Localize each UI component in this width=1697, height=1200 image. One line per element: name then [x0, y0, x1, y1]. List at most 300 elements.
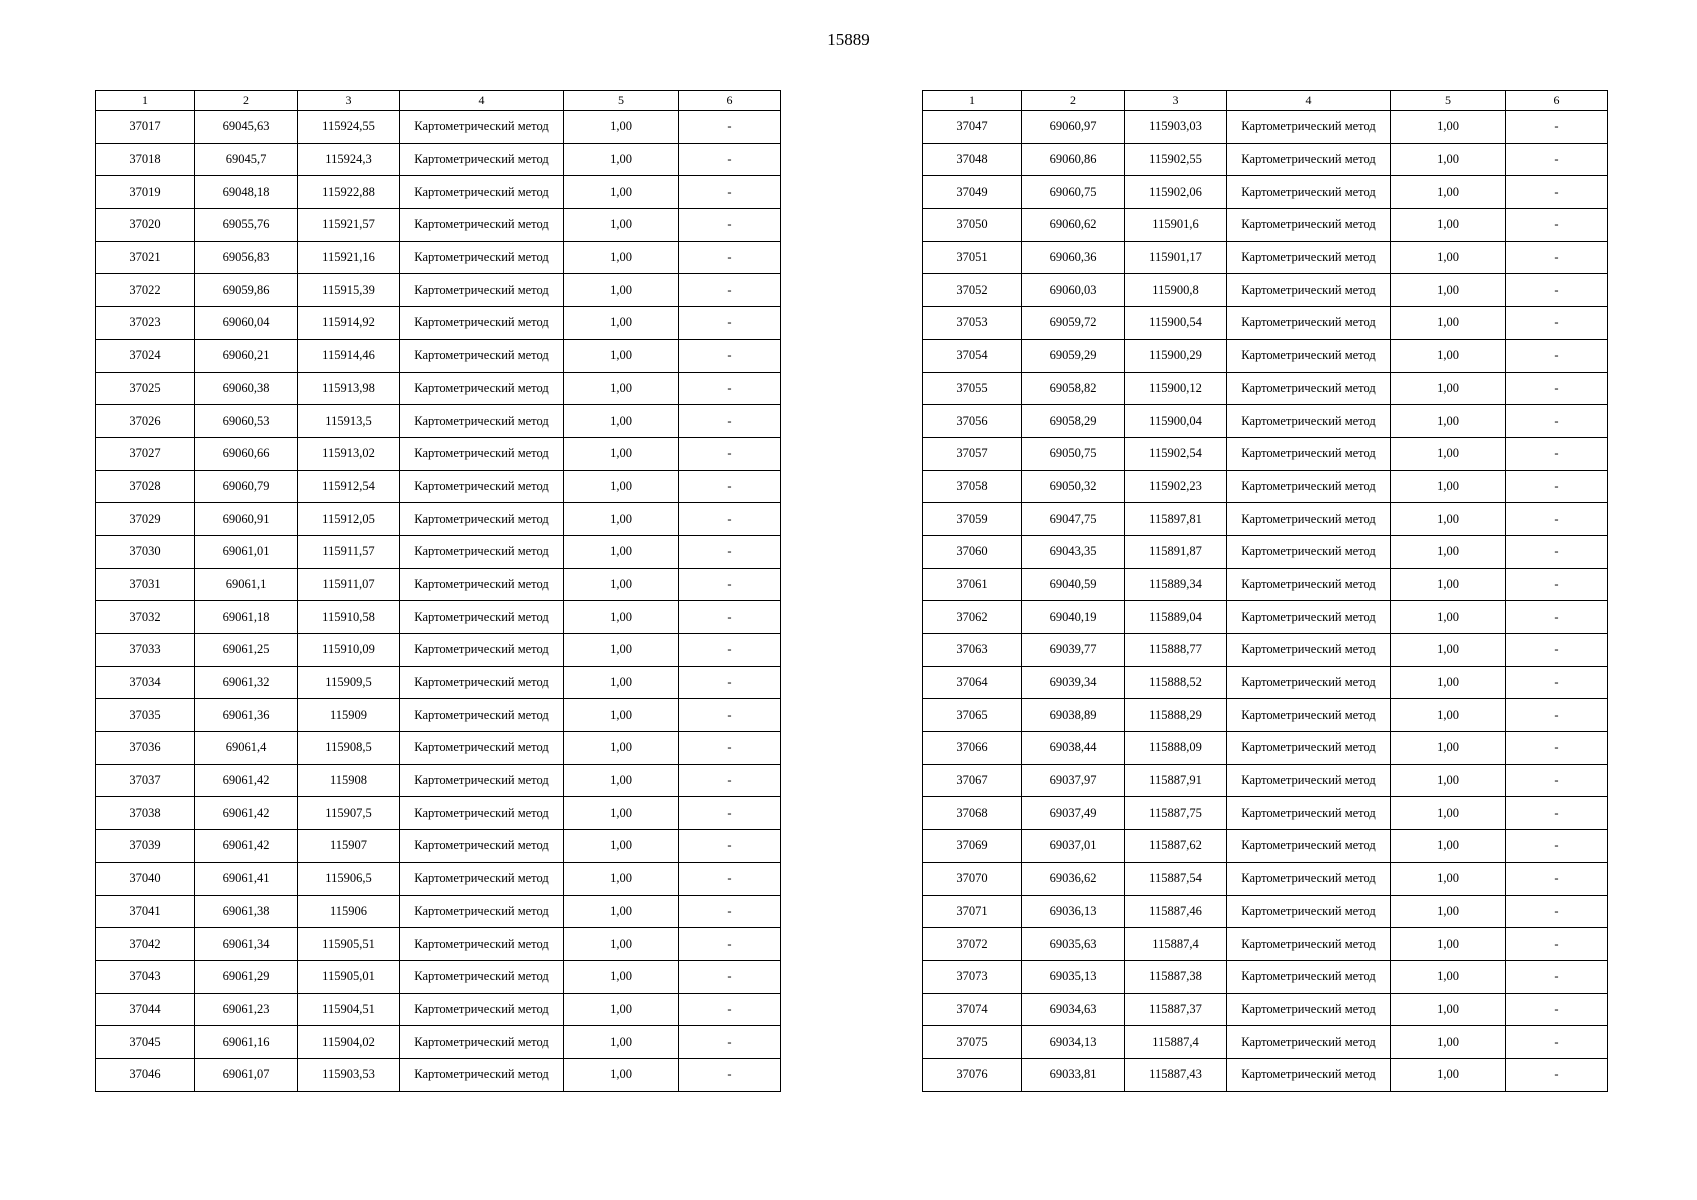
x-coordinate-cell: 69035,63 — [1022, 928, 1125, 961]
x-coordinate-cell: 69055,76 — [195, 209, 298, 242]
accuracy-cell: 1,00 — [1391, 470, 1506, 503]
description-cell: - — [679, 960, 781, 993]
accuracy-cell: 1,00 — [1391, 339, 1506, 372]
accuracy-cell: 1,00 — [564, 503, 679, 536]
x-coordinate-cell: 69060,79 — [195, 470, 298, 503]
method-cell: Картометрический метод — [1227, 830, 1391, 863]
method-cell: Картометрический метод — [1227, 797, 1391, 830]
table-row — [96, 764, 781, 797]
description-cell: - — [1506, 307, 1608, 340]
table-row — [96, 601, 781, 634]
point-number-cell: 37046 — [96, 1058, 195, 1091]
y-coordinate-cell: 115908 — [298, 764, 400, 797]
method-cell: Картометрический метод — [400, 699, 564, 732]
description-cell: - — [1506, 830, 1608, 863]
method-cell: Картометрический метод — [400, 960, 564, 993]
accuracy-cell: 1,00 — [1391, 1026, 1506, 1059]
x-coordinate-cell: 69060,03 — [1022, 274, 1125, 307]
method-cell: Картометрический метод — [400, 634, 564, 667]
description-cell: - — [1506, 503, 1608, 536]
x-coordinate-cell: 69060,66 — [195, 437, 298, 470]
accuracy-cell: 1,00 — [1391, 111, 1506, 144]
description-cell: - — [679, 764, 781, 797]
description-cell: - — [1506, 666, 1608, 699]
method-cell: Картометрический метод — [1227, 862, 1391, 895]
point-number-cell: 37043 — [96, 960, 195, 993]
table-row — [923, 372, 1608, 405]
table-row — [96, 699, 781, 732]
method-cell: Картометрический метод — [400, 111, 564, 144]
point-number-cell: 37028 — [96, 470, 195, 503]
x-coordinate-cell: 69061,36 — [195, 699, 298, 732]
method-cell: Картометрический метод — [1227, 732, 1391, 765]
y-coordinate-cell: 115911,57 — [298, 535, 400, 568]
description-cell: - — [1506, 470, 1608, 503]
x-coordinate-cell: 69061,25 — [195, 634, 298, 667]
method-cell: Картометрический метод — [400, 274, 564, 307]
method-cell: Картометрический метод — [1227, 111, 1391, 144]
description-cell: - — [679, 797, 781, 830]
point-number-cell: 37065 — [923, 699, 1022, 732]
description-cell: - — [679, 535, 781, 568]
x-coordinate-cell: 69060,36 — [1022, 241, 1125, 274]
x-coordinate-cell: 69061,1 — [195, 568, 298, 601]
y-coordinate-cell: 115887,43 — [1125, 1058, 1227, 1091]
description-cell: - — [1506, 993, 1608, 1026]
description-cell: - — [1506, 241, 1608, 274]
point-number-cell: 37056 — [923, 405, 1022, 438]
accuracy-cell: 1,00 — [1391, 503, 1506, 536]
point-number-cell: 37061 — [923, 568, 1022, 601]
description-cell: - — [679, 111, 781, 144]
method-cell: Картометрический метод — [1227, 699, 1391, 732]
point-number-cell: 37058 — [923, 470, 1022, 503]
x-coordinate-cell: 69059,72 — [1022, 307, 1125, 340]
description-cell: - — [679, 732, 781, 765]
x-coordinate-cell: 69060,53 — [195, 405, 298, 438]
point-number-cell: 37039 — [96, 830, 195, 863]
point-number-cell: 37044 — [96, 993, 195, 1026]
header-cell: 3 — [1125, 91, 1227, 111]
x-coordinate-cell: 69061,4 — [195, 732, 298, 765]
description-cell: - — [1506, 1026, 1608, 1059]
x-coordinate-cell: 69061,42 — [195, 797, 298, 830]
point-number-cell: 37068 — [923, 797, 1022, 830]
description-cell: - — [1506, 895, 1608, 928]
x-coordinate-cell: 69040,19 — [1022, 601, 1125, 634]
y-coordinate-cell: 115902,55 — [1125, 143, 1227, 176]
table-row — [923, 797, 1608, 830]
accuracy-cell: 1,00 — [564, 764, 679, 797]
description-cell: - — [679, 241, 781, 274]
x-coordinate-cell: 69061,38 — [195, 895, 298, 928]
point-number-cell: 37023 — [96, 307, 195, 340]
y-coordinate-cell: 115901,17 — [1125, 241, 1227, 274]
method-cell: Картометрический метод — [400, 143, 564, 176]
description-cell: - — [1506, 274, 1608, 307]
accuracy-cell: 1,00 — [1391, 993, 1506, 1026]
method-cell: Картометрический метод — [400, 372, 564, 405]
x-coordinate-cell: 69056,83 — [195, 241, 298, 274]
point-number-cell: 37022 — [96, 274, 195, 307]
x-coordinate-cell: 69040,59 — [1022, 568, 1125, 601]
table-row — [96, 470, 781, 503]
method-cell: Картометрический метод — [400, 601, 564, 634]
method-cell: Картометрический метод — [1227, 666, 1391, 699]
description-cell: - — [1506, 111, 1608, 144]
description-cell: - — [679, 503, 781, 536]
x-coordinate-cell: 69037,97 — [1022, 764, 1125, 797]
y-coordinate-cell: 115903,53 — [298, 1058, 400, 1091]
accuracy-cell: 1,00 — [564, 143, 679, 176]
table-row — [923, 470, 1608, 503]
x-coordinate-cell: 69034,13 — [1022, 1026, 1125, 1059]
header-cell: 3 — [298, 91, 400, 111]
y-coordinate-cell: 115914,46 — [298, 339, 400, 372]
description-cell: - — [1506, 568, 1608, 601]
method-cell: Картометрический метод — [400, 339, 564, 372]
x-coordinate-cell: 69034,63 — [1022, 993, 1125, 1026]
x-coordinate-cell: 69059,29 — [1022, 339, 1125, 372]
x-coordinate-cell: 69045,63 — [195, 111, 298, 144]
y-coordinate-cell: 115905,51 — [298, 928, 400, 961]
y-coordinate-cell: 115888,09 — [1125, 732, 1227, 765]
x-coordinate-cell: 69061,41 — [195, 862, 298, 895]
x-coordinate-cell: 69050,75 — [1022, 437, 1125, 470]
method-cell: Картометрический метод — [400, 437, 564, 470]
point-number-cell: 37064 — [923, 666, 1022, 699]
x-coordinate-cell: 69060,21 — [195, 339, 298, 372]
method-cell: Картометрический метод — [1227, 895, 1391, 928]
y-coordinate-cell: 115906,5 — [298, 862, 400, 895]
table-row — [923, 143, 1608, 176]
y-coordinate-cell: 115907,5 — [298, 797, 400, 830]
y-coordinate-cell: 115902,06 — [1125, 176, 1227, 209]
accuracy-cell: 1,00 — [1391, 143, 1506, 176]
y-coordinate-cell: 115887,37 — [1125, 993, 1227, 1026]
accuracy-cell: 1,00 — [1391, 372, 1506, 405]
table-row — [923, 732, 1608, 765]
table-row — [923, 895, 1608, 928]
y-coordinate-cell: 115908,5 — [298, 732, 400, 765]
description-cell: - — [1506, 437, 1608, 470]
method-cell: Картометрический метод — [400, 732, 564, 765]
point-number-cell: 37070 — [923, 862, 1022, 895]
y-coordinate-cell: 115924,3 — [298, 143, 400, 176]
header-cell: 2 — [195, 91, 298, 111]
y-coordinate-cell: 115904,51 — [298, 993, 400, 1026]
table-row — [96, 437, 781, 470]
y-coordinate-cell: 115888,77 — [1125, 634, 1227, 667]
table-row — [923, 535, 1608, 568]
point-number-cell: 37038 — [96, 797, 195, 830]
x-coordinate-cell: 69060,62 — [1022, 209, 1125, 242]
y-coordinate-cell: 115888,29 — [1125, 699, 1227, 732]
table-row — [96, 1058, 781, 1091]
method-cell: Картометрический метод — [1227, 1058, 1391, 1091]
x-coordinate-cell: 69061,42 — [195, 764, 298, 797]
accuracy-cell: 1,00 — [564, 862, 679, 895]
point-number-cell: 37067 — [923, 764, 1022, 797]
table-row — [96, 862, 781, 895]
accuracy-cell: 1,00 — [1391, 699, 1506, 732]
point-number-cell: 37020 — [96, 209, 195, 242]
point-number-cell: 37059 — [923, 503, 1022, 536]
point-number-cell: 37025 — [96, 372, 195, 405]
table-row — [96, 111, 781, 144]
y-coordinate-cell: 115902,54 — [1125, 437, 1227, 470]
description-cell: - — [1506, 634, 1608, 667]
accuracy-cell: 1,00 — [564, 111, 679, 144]
point-number-cell: 37069 — [923, 830, 1022, 863]
point-number-cell: 37076 — [923, 1058, 1022, 1091]
description-cell: - — [679, 307, 781, 340]
accuracy-cell: 1,00 — [1391, 1058, 1506, 1091]
y-coordinate-cell: 115912,54 — [298, 470, 400, 503]
table-row — [96, 405, 781, 438]
accuracy-cell: 1,00 — [1391, 764, 1506, 797]
table-row — [923, 993, 1608, 1026]
method-cell: Картометрический метод — [1227, 601, 1391, 634]
method-cell: Картометрический метод — [1227, 405, 1391, 438]
method-cell: Картометрический метод — [400, 797, 564, 830]
table-row — [96, 372, 781, 405]
description-cell: - — [679, 895, 781, 928]
y-coordinate-cell: 115901,6 — [1125, 209, 1227, 242]
point-number-cell: 37074 — [923, 993, 1022, 1026]
point-number-cell: 37042 — [96, 928, 195, 961]
x-coordinate-cell: 69047,75 — [1022, 503, 1125, 536]
point-number-cell: 37054 — [923, 339, 1022, 372]
table-row — [96, 274, 781, 307]
x-coordinate-cell: 69036,62 — [1022, 862, 1125, 895]
point-number-cell: 37027 — [96, 437, 195, 470]
table-row — [923, 503, 1608, 536]
method-cell: Картометрический метод — [1227, 568, 1391, 601]
point-number-cell: 37033 — [96, 634, 195, 667]
method-cell: Картометрический метод — [1227, 372, 1391, 405]
table-row — [96, 503, 781, 536]
x-coordinate-cell: 69061,01 — [195, 535, 298, 568]
description-cell: - — [1506, 209, 1608, 242]
header-cell: 2 — [1022, 91, 1125, 111]
accuracy-cell: 1,00 — [1391, 666, 1506, 699]
x-coordinate-cell: 69033,81 — [1022, 1058, 1125, 1091]
x-coordinate-cell: 69060,38 — [195, 372, 298, 405]
y-coordinate-cell: 115922,88 — [298, 176, 400, 209]
method-cell: Картометрический метод — [1227, 437, 1391, 470]
y-coordinate-cell: 115909 — [298, 699, 400, 732]
accuracy-cell: 1,00 — [564, 339, 679, 372]
description-cell: - — [679, 1026, 781, 1059]
description-cell: - — [679, 209, 781, 242]
table-row — [96, 1026, 781, 1059]
x-coordinate-cell: 69061,16 — [195, 1026, 298, 1059]
y-coordinate-cell: 115914,92 — [298, 307, 400, 340]
table-row — [96, 666, 781, 699]
point-number-cell: 37063 — [923, 634, 1022, 667]
y-coordinate-cell: 115924,55 — [298, 111, 400, 144]
method-cell: Картометрический метод — [1227, 928, 1391, 961]
method-cell: Картометрический метод — [1227, 241, 1391, 274]
table-row — [923, 209, 1608, 242]
description-cell: - — [679, 699, 781, 732]
y-coordinate-cell: 115900,54 — [1125, 307, 1227, 340]
x-coordinate-cell: 69061,07 — [195, 1058, 298, 1091]
y-coordinate-cell: 115903,03 — [1125, 111, 1227, 144]
table-row — [96, 993, 781, 1026]
description-cell: - — [679, 143, 781, 176]
accuracy-cell: 1,00 — [1391, 928, 1506, 961]
table-row — [923, 960, 1608, 993]
accuracy-cell: 1,00 — [564, 666, 679, 699]
description-cell: - — [679, 339, 781, 372]
description-cell: - — [1506, 601, 1608, 634]
method-cell: Картометрический метод — [1227, 209, 1391, 242]
method-cell: Картометрический метод — [400, 1058, 564, 1091]
method-cell: Картометрический метод — [400, 535, 564, 568]
accuracy-cell: 1,00 — [564, 797, 679, 830]
y-coordinate-cell: 115902,23 — [1125, 470, 1227, 503]
x-coordinate-cell: 69037,49 — [1022, 797, 1125, 830]
y-coordinate-cell: 115911,07 — [298, 568, 400, 601]
accuracy-cell: 1,00 — [564, 568, 679, 601]
x-coordinate-cell: 69061,34 — [195, 928, 298, 961]
description-cell: - — [679, 405, 781, 438]
y-coordinate-cell: 115887,38 — [1125, 960, 1227, 993]
table-row — [96, 535, 781, 568]
point-number-cell: 37031 — [96, 568, 195, 601]
method-cell: Картометрический метод — [1227, 1026, 1391, 1059]
header-cell: 6 — [1506, 91, 1608, 111]
accuracy-cell: 1,00 — [564, 1026, 679, 1059]
method-cell: Картометрический метод — [400, 307, 564, 340]
description-cell: - — [1506, 699, 1608, 732]
accuracy-cell: 1,00 — [564, 601, 679, 634]
table-row — [96, 307, 781, 340]
y-coordinate-cell: 115913,5 — [298, 405, 400, 438]
y-coordinate-cell: 115889,04 — [1125, 601, 1227, 634]
table-row — [923, 339, 1608, 372]
accuracy-cell: 1,00 — [564, 209, 679, 242]
table-row — [923, 862, 1608, 895]
point-number-cell: 37035 — [96, 699, 195, 732]
table-row — [923, 437, 1608, 470]
description-cell: - — [679, 993, 781, 1026]
description-cell: - — [1506, 797, 1608, 830]
accuracy-cell: 1,00 — [1391, 241, 1506, 274]
description-cell: - — [679, 666, 781, 699]
accuracy-cell: 1,00 — [564, 405, 679, 438]
point-number-cell: 37030 — [96, 535, 195, 568]
y-coordinate-cell: 115904,02 — [298, 1026, 400, 1059]
method-cell: Картометрический метод — [400, 993, 564, 1026]
table-row — [96, 241, 781, 274]
accuracy-cell: 1,00 — [1391, 797, 1506, 830]
y-coordinate-cell: 115887,54 — [1125, 862, 1227, 895]
x-coordinate-cell: 69058,29 — [1022, 405, 1125, 438]
description-cell: - — [679, 928, 781, 961]
point-number-cell: 37036 — [96, 732, 195, 765]
point-number-cell: 37062 — [923, 601, 1022, 634]
point-number-cell: 37055 — [923, 372, 1022, 405]
y-coordinate-cell: 115887,4 — [1125, 928, 1227, 961]
point-number-cell: 37018 — [96, 143, 195, 176]
description-cell: - — [679, 274, 781, 307]
x-coordinate-cell: 69061,29 — [195, 960, 298, 993]
x-coordinate-cell: 69061,42 — [195, 830, 298, 863]
table-row — [923, 176, 1608, 209]
header-cell: 1 — [96, 91, 195, 111]
description-cell: - — [679, 830, 781, 863]
accuracy-cell: 1,00 — [564, 274, 679, 307]
x-coordinate-cell: 69060,04 — [195, 307, 298, 340]
description-cell: - — [1506, 862, 1608, 895]
y-coordinate-cell: 115897,81 — [1125, 503, 1227, 536]
y-coordinate-cell: 115915,39 — [298, 274, 400, 307]
x-coordinate-cell: 69061,18 — [195, 601, 298, 634]
y-coordinate-cell: 115887,75 — [1125, 797, 1227, 830]
table-row — [923, 634, 1608, 667]
x-coordinate-cell: 69038,44 — [1022, 732, 1125, 765]
accuracy-cell: 1,00 — [1391, 601, 1506, 634]
method-cell: Картометрический метод — [1227, 960, 1391, 993]
method-cell: Картометрический метод — [1227, 143, 1391, 176]
y-coordinate-cell: 115887,46 — [1125, 895, 1227, 928]
x-coordinate-cell: 69037,01 — [1022, 830, 1125, 863]
point-number-cell: 37019 — [96, 176, 195, 209]
method-cell: Картометрический метод — [400, 241, 564, 274]
accuracy-cell: 1,00 — [564, 732, 679, 765]
y-coordinate-cell: 115887,62 — [1125, 830, 1227, 863]
description-cell: - — [679, 862, 781, 895]
method-cell: Картометрический метод — [1227, 535, 1391, 568]
header-row — [923, 91, 1608, 111]
table-row — [96, 176, 781, 209]
point-number-cell: 37032 — [96, 601, 195, 634]
point-number-cell: 37072 — [923, 928, 1022, 961]
method-cell: Картометрический метод — [1227, 176, 1391, 209]
point-number-cell: 37026 — [96, 405, 195, 438]
x-coordinate-cell: 69036,13 — [1022, 895, 1125, 928]
table-row — [96, 209, 781, 242]
point-number-cell: 37017 — [96, 111, 195, 144]
method-cell: Картометрический метод — [1227, 634, 1391, 667]
x-coordinate-cell: 69038,89 — [1022, 699, 1125, 732]
method-cell: Картометрический метод — [1227, 503, 1391, 536]
description-cell: - — [1506, 405, 1608, 438]
accuracy-cell: 1,00 — [564, 535, 679, 568]
description-cell: - — [1506, 176, 1608, 209]
method-cell: Картометрический метод — [400, 895, 564, 928]
point-number-cell: 37041 — [96, 895, 195, 928]
point-number-cell: 37037 — [96, 764, 195, 797]
point-number-cell: 37048 — [923, 143, 1022, 176]
description-cell: - — [679, 634, 781, 667]
description-cell: - — [679, 1058, 781, 1091]
description-cell: - — [679, 437, 781, 470]
method-cell: Картометрический метод — [400, 666, 564, 699]
x-coordinate-cell: 69050,32 — [1022, 470, 1125, 503]
description-cell: - — [679, 470, 781, 503]
table-row — [96, 830, 781, 863]
accuracy-cell: 1,00 — [564, 372, 679, 405]
method-cell: Картометрический метод — [400, 1026, 564, 1059]
method-cell: Картометрический метод — [1227, 339, 1391, 372]
table-row — [96, 960, 781, 993]
table-row — [923, 111, 1608, 144]
table-row — [96, 797, 781, 830]
